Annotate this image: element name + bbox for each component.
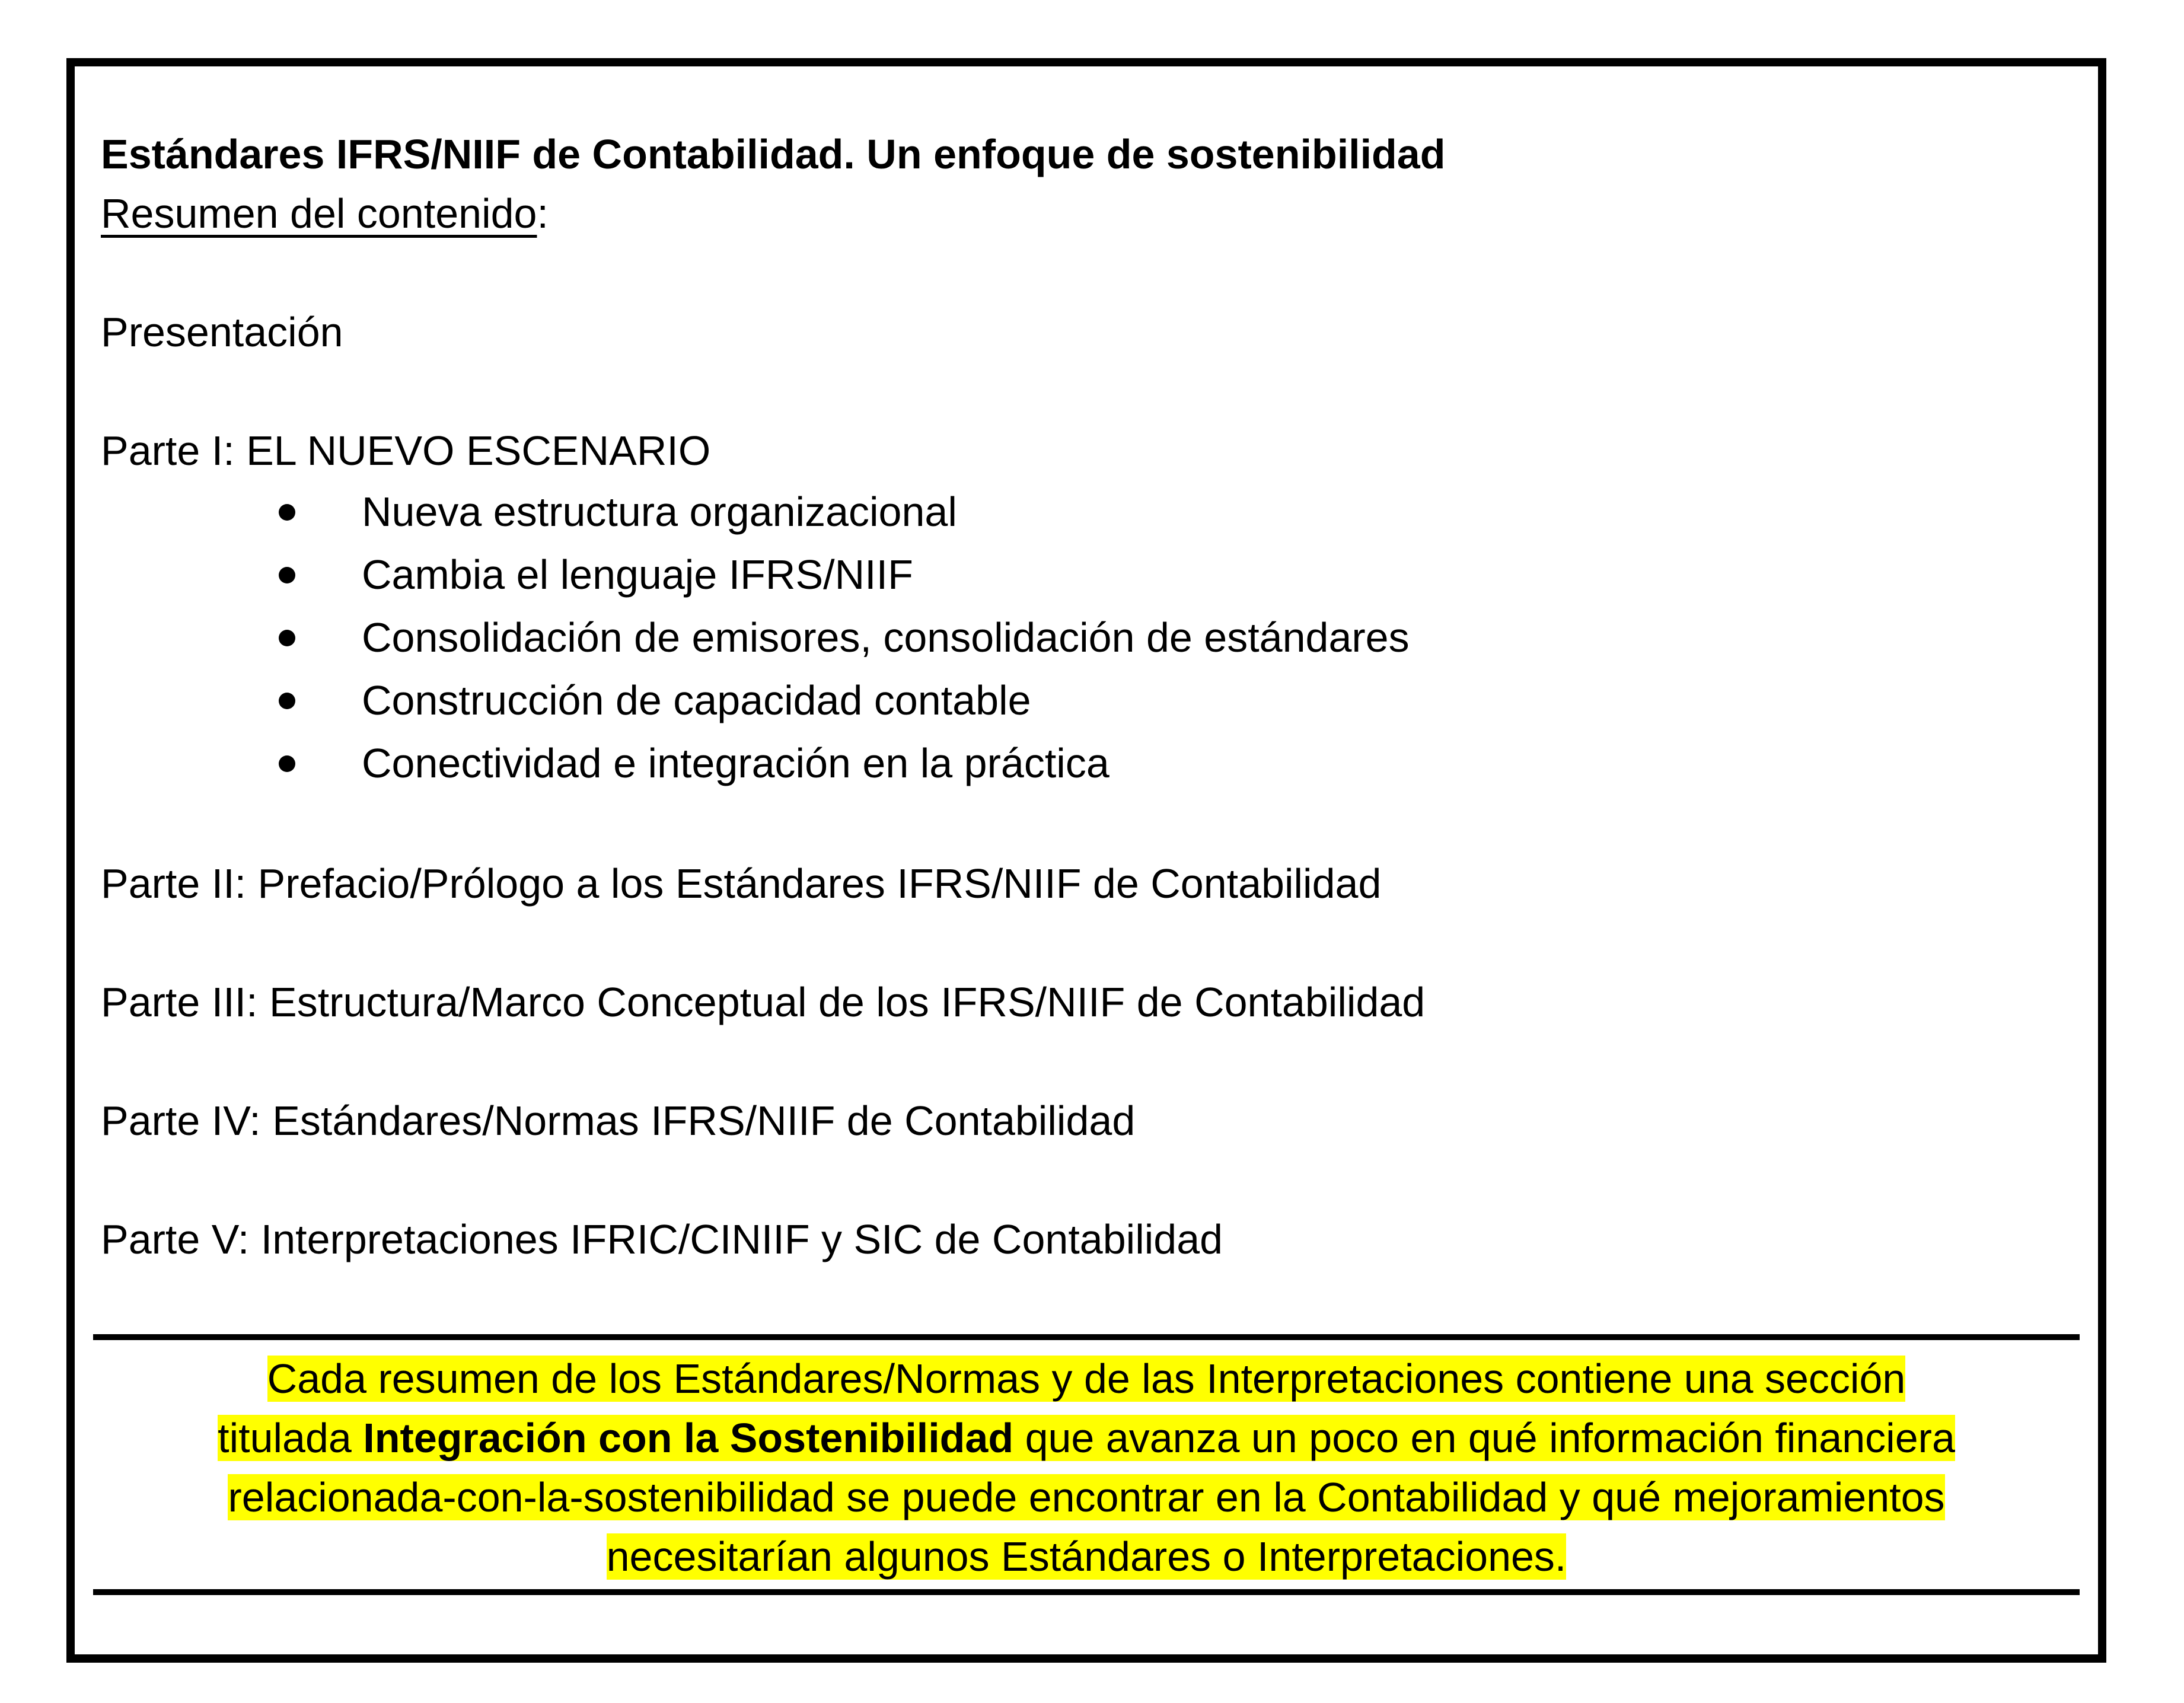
note-line-2-start: titulada xyxy=(218,1415,364,1461)
document-title: Estándares IFRS/NIIF de Contabilidad. Un enfoque de sostenibilidad xyxy=(101,131,1446,177)
note-bold-term: Integración con la Sostenibilidad xyxy=(363,1415,1014,1461)
spacer xyxy=(101,1150,2058,1210)
note-line-4: necesitarían algunos Estándares o Interpretaciones. xyxy=(606,1533,1567,1580)
divider-top xyxy=(93,1334,2080,1340)
bullet-icon xyxy=(279,630,295,646)
bullet-icon xyxy=(279,755,295,772)
list-item xyxy=(101,606,2058,669)
note-line-2 xyxy=(218,1415,1955,1461)
part2-line: Parte II: Prefacio/Prólogo a los Estándares IFRS/NIIF de Contabilidad xyxy=(101,860,1382,907)
part4-line: Parte IV: Estándares/Normas IFRS/NIIF de Contabilidad xyxy=(101,1098,1136,1144)
list-item-text: Consolidación de emisores, consolidación de estándares xyxy=(362,614,1410,661)
presentation-line: Presentación xyxy=(101,309,343,355)
part5-line: Parte V: Interpretaciones IFRIC/CINIIF y SIC de Contabilidad xyxy=(101,1216,1223,1262)
subtitle-colon: : xyxy=(537,190,549,237)
spacer xyxy=(101,913,2058,972)
bullet-icon xyxy=(279,504,295,521)
list-item xyxy=(101,669,2058,732)
list-item-text: Conectividad e integración en la práctica xyxy=(362,740,1109,786)
list-item xyxy=(101,543,2058,606)
subtitle-text: Resumen del contenido xyxy=(101,190,537,237)
note-line-2-end: que avanza un poco en qué información financiera xyxy=(1013,1415,1955,1461)
spacer xyxy=(101,1032,2058,1091)
divider-bottom xyxy=(93,1589,2080,1595)
note-line-1: Cada resumen de los Estándares/Normas y de las Interpretaciones contiene una sección xyxy=(267,1356,1906,1402)
spacer xyxy=(101,362,2058,421)
list-item xyxy=(101,732,2058,795)
note-line-3: relacionada-con-la-sostenibilidad se puede encontrar en la Contabilidad y qué mejoramientos xyxy=(228,1474,1945,1520)
bullet-icon xyxy=(279,693,295,709)
part3-line: Parte III: Estructura/Marco Conceptual de los IFRS/NIIF de Contabilidad xyxy=(101,979,1426,1025)
spacer xyxy=(101,243,2058,302)
bullet-icon xyxy=(279,567,295,583)
list-item-text: Nueva estructura organizacional xyxy=(362,489,957,535)
list-item-text: Construcción de capacidad contable xyxy=(362,677,1031,723)
document-subtitle xyxy=(101,184,2058,243)
part1-heading: Parte I: EL NUEVO ESCENARIO xyxy=(101,428,711,474)
list-item-text: Cambia el lenguaje IFRS/NIIF xyxy=(362,551,913,598)
part1-list xyxy=(101,480,2058,795)
spacer xyxy=(101,795,2058,854)
highlighted-note xyxy=(93,1349,2080,1586)
list-item xyxy=(101,480,2058,543)
document-body xyxy=(101,125,2058,1269)
